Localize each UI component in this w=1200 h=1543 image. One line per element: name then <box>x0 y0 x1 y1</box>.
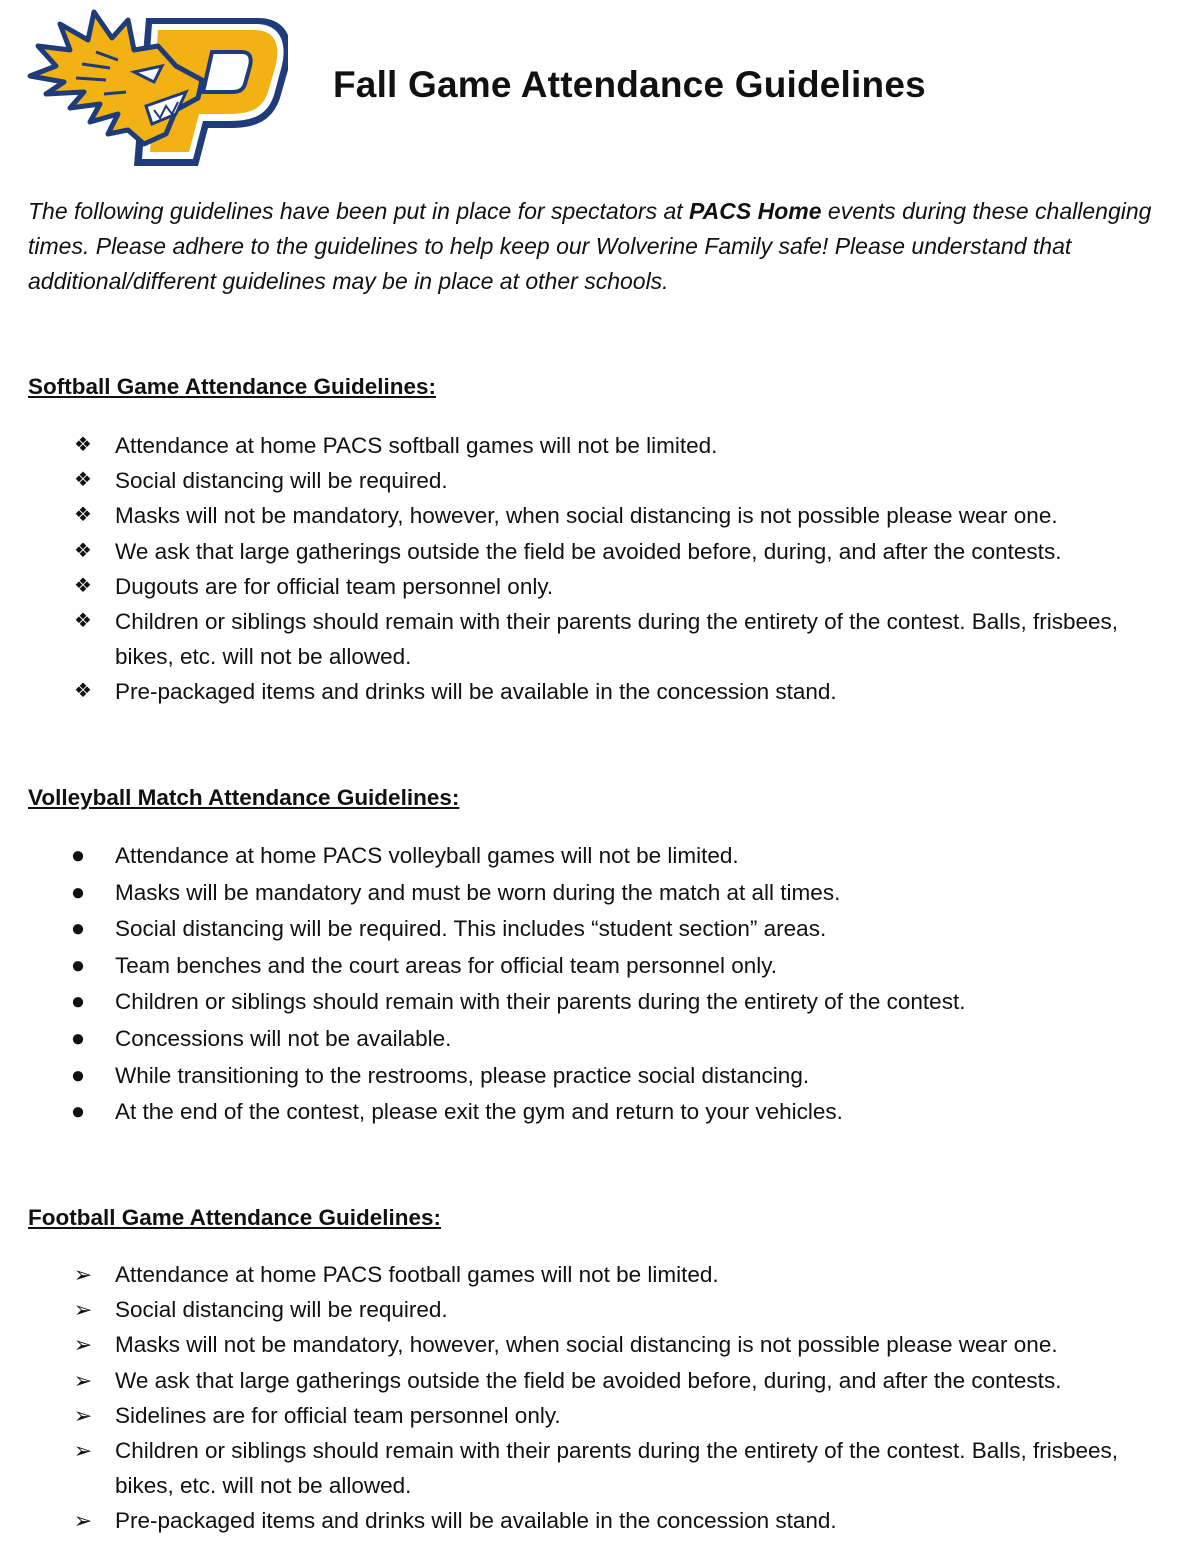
intro-text-end: events during these challenging times. Please adhere to the guidelines to help keep our Wolverine Family safe! Please understand that additional/different guidelines may be in place at other schools. <box>28 198 1152 294</box>
list-item <box>0 984 1170 1021</box>
list-item <box>0 1094 1170 1131</box>
list-item <box>0 534 1170 569</box>
list-item <box>0 569 1170 604</box>
diamond-bullet-icon: ❖ <box>74 539 92 562</box>
list-item-text: Masks will not be mandatory, however, when social distancing is not possible please wear one. <box>115 1332 1058 1358</box>
list-item-text: Concessions will not be available. <box>115 1025 452 1051</box>
list-item-text: Attendance at home PACS football games will not be limited. <box>115 1262 719 1287</box>
list-item-text: We ask that large gatherings outside the field be avoided before, during, and after the contests. <box>115 1367 1062 1393</box>
list-item-text: Children or siblings should remain with their parents during the entirety of the contest. Balls, frisbees, bikes, etc. will not be allowed. <box>115 1438 1119 1499</box>
list-item <box>0 1058 1170 1095</box>
page-title: Fall Game Attendance Guidelines <box>333 64 926 105</box>
arrow-bullet-icon: ➢ <box>73 1332 93 1358</box>
list-item <box>0 463 1170 498</box>
intro-emphasis: PACS Home <box>689 198 822 224</box>
list-item-text: Team benches and the court areas for official team personnel only. <box>115 952 778 978</box>
list-item-text: Masks will not be mandatory, however, when social distancing is not possible please wear one. <box>115 503 1058 529</box>
list-item-text: While transitioning to the restrooms, please practice social distancing. <box>115 1062 810 1088</box>
intro-paragraph <box>28 194 1168 299</box>
list-item-text: Attendance at home PACS softball games will not be limited. <box>115 433 718 458</box>
list-item-text: Sidelines are for official team personnel only. <box>115 1402 561 1428</box>
list-item <box>0 1327 1170 1362</box>
arrow-bullet-icon: ➢ <box>73 1402 93 1428</box>
arrow-bullet-icon: ➢ <box>73 1297 93 1323</box>
arrow-bullet-icon: ➢ <box>73 1262 93 1287</box>
dot-bullet-icon: ● <box>70 842 86 869</box>
diamond-bullet-icon: ❖ <box>74 434 92 456</box>
list-item-text: Dugouts are for official team personnel only. <box>115 573 554 599</box>
softball-guidelines-list <box>0 428 1170 710</box>
dot-bullet-icon: ● <box>70 988 86 1016</box>
volleyball-guidelines-list <box>0 838 1170 1131</box>
list-item-text: Pre-packaged items and drinks will be available in the concession stand. <box>115 1508 837 1534</box>
list-item-text: Social distancing will be required. <box>115 468 448 494</box>
diamond-bullet-icon: ❖ <box>74 610 92 633</box>
list-item <box>0 428 1170 463</box>
dot-bullet-icon: ● <box>70 1098 86 1126</box>
list-item <box>0 875 1170 912</box>
diamond-bullet-icon: ❖ <box>74 680 92 703</box>
football-heading: Football Game Attendance Guidelines: <box>28 1205 441 1230</box>
list-item <box>0 604 1170 674</box>
list-item <box>0 1503 1170 1538</box>
list-item-text: At the end of the contest, please exit the gym and return to your vehicles. <box>115 1099 843 1125</box>
list-item <box>0 1021 1170 1058</box>
list-item-text: Attendance at home PACS volleyball games will not be limited. <box>115 843 739 868</box>
arrow-bullet-icon: ➢ <box>73 1508 93 1534</box>
list-item <box>0 1363 1170 1398</box>
list-item-text: Masks will be mandatory and must be worn during the match at all times. <box>115 879 841 905</box>
list-item <box>0 498 1170 533</box>
list-item-text: Children or siblings should remain with their parents during the entirety of the contest. Balls, frisbees, bikes, etc. will not be allowed. <box>115 609 1119 670</box>
diamond-bullet-icon: ❖ <box>74 504 92 527</box>
list-item-text: Children or siblings should remain with their parents during the entirety of the contest. <box>115 989 966 1015</box>
diamond-bullet-icon: ❖ <box>74 469 92 492</box>
arrow-bullet-icon: ➢ <box>73 1367 93 1393</box>
dot-bullet-icon: ● <box>70 951 86 979</box>
list-item <box>0 948 1170 985</box>
arrow-bullet-icon: ➢ <box>73 1438 93 1464</box>
list-item <box>0 1433 1170 1503</box>
dot-bullet-icon: ● <box>70 878 86 906</box>
list-item-text: We ask that large gatherings outside the field be avoided before, during, and after the contests. <box>115 538 1062 564</box>
intro-text-start: The following guidelines have been put in place for spectators at <box>28 198 690 224</box>
football-guidelines-list <box>0 1257 1170 1539</box>
list-item-text: Social distancing will be required. <box>115 1297 448 1323</box>
list-item <box>0 1398 1170 1433</box>
list-item <box>0 674 1170 709</box>
list-item-text: Pre-packaged items and drinks will be available in the concession stand. <box>115 679 837 705</box>
list-item <box>0 911 1170 948</box>
list-item-text: Social distancing will be required. This includes “student section” areas. <box>115 916 827 942</box>
list-item <box>0 1257 1170 1292</box>
dot-bullet-icon: ● <box>70 1061 86 1089</box>
list-item <box>0 1292 1170 1327</box>
dot-bullet-icon: ● <box>70 915 86 943</box>
diamond-bullet-icon: ❖ <box>74 574 92 597</box>
wolverine-p-logo <box>26 6 288 172</box>
volleyball-heading: Volleyball Match Attendance Guidelines: <box>28 785 460 810</box>
softball-heading: Softball Game Attendance Guidelines: <box>28 374 436 399</box>
list-item <box>0 838 1170 875</box>
dot-bullet-icon: ● <box>70 1024 86 1052</box>
